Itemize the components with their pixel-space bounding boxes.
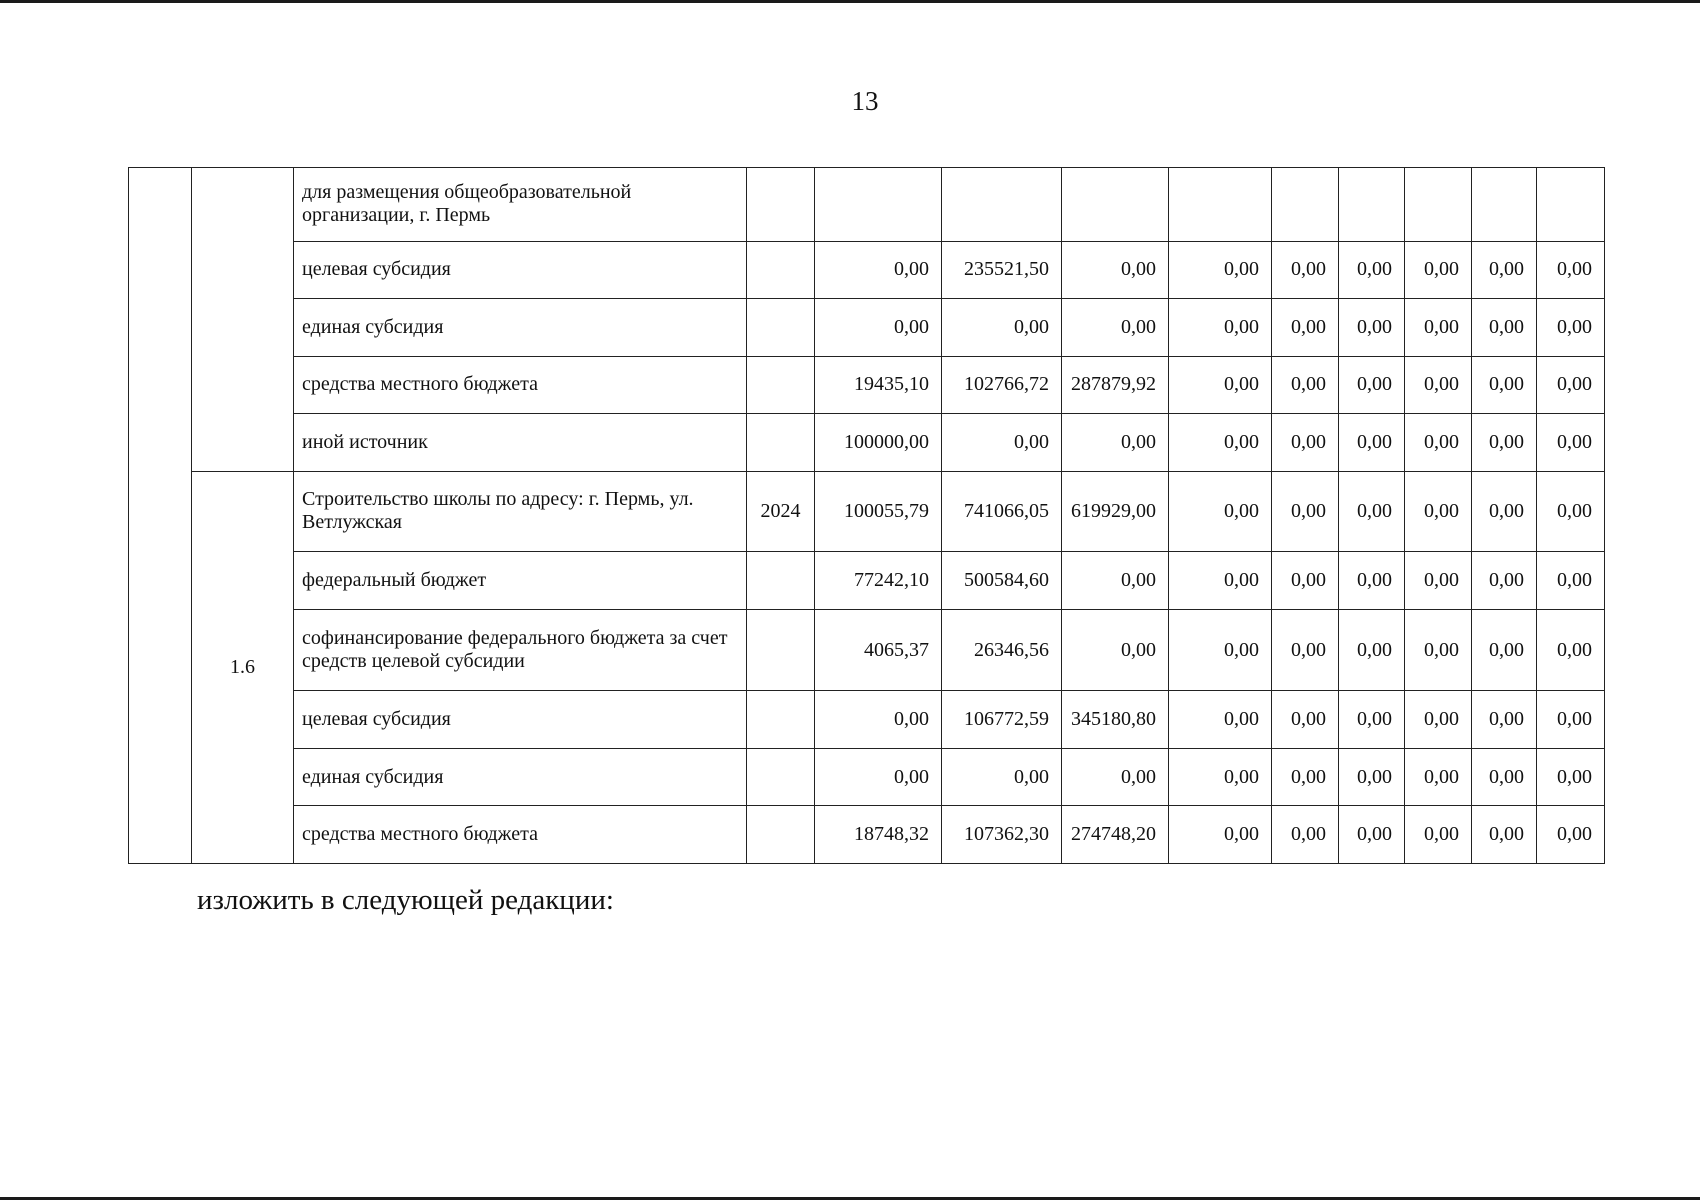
value-cell: 345180,80 — [1062, 691, 1169, 748]
value-cell: 0,00 — [1537, 414, 1605, 471]
value-cell: 274748,20 — [1062, 806, 1169, 864]
value-cell: 0,00 — [1405, 691, 1472, 748]
value-cell: 0,00 — [1169, 691, 1272, 748]
value-cell — [1339, 168, 1405, 242]
value-cell: 0,00 — [1062, 609, 1169, 691]
value-cell: 0,00 — [1405, 414, 1472, 471]
value-cell: 235521,50 — [942, 241, 1062, 298]
funding-source-cell: единая субсидия — [294, 748, 747, 805]
value-cell: 619929,00 — [1062, 471, 1169, 552]
value-cell: 0,00 — [1339, 609, 1405, 691]
funding-source-cell: софинансирование федерального бюджета за счет средств целевой субсидии — [294, 609, 747, 691]
year-cell — [747, 168, 815, 242]
funding-source-cell: средства местного бюджета — [294, 356, 747, 413]
value-cell: 0,00 — [1339, 299, 1405, 356]
value-cell: 0,00 — [1537, 356, 1605, 413]
value-cell: 0,00 — [815, 241, 942, 298]
value-cell: 0,00 — [1169, 748, 1272, 805]
value-cell: 0,00 — [942, 748, 1062, 805]
value-cell: 0,00 — [1472, 806, 1537, 864]
funding-source-cell: единая субсидия — [294, 299, 747, 356]
funding-source-cell: целевая субсидия — [294, 691, 747, 748]
value-cell: 100000,00 — [815, 414, 942, 471]
value-cell: 0,00 — [1272, 691, 1339, 748]
funding-source-cell: иной источник — [294, 414, 747, 471]
value-cell: 0,00 — [1169, 609, 1272, 691]
value-cell: 0,00 — [1339, 691, 1405, 748]
value-cell: 0,00 — [1339, 806, 1405, 864]
year-cell — [747, 241, 815, 298]
value-cell: 0,00 — [1405, 806, 1472, 864]
value-cell: 0,00 — [1472, 748, 1537, 805]
value-cell: 0,00 — [1339, 356, 1405, 413]
value-cell: 0,00 — [1272, 609, 1339, 691]
value-cell: 0,00 — [1169, 552, 1272, 609]
value-cell: 0,00 — [1537, 552, 1605, 609]
value-cell: 0,00 — [1062, 414, 1169, 471]
object-title-cell: Строительство школы по адресу: г. Пермь, ул. Ветлужская — [294, 471, 747, 552]
value-cell: 741066,05 — [942, 471, 1062, 552]
value-cell: 0,00 — [815, 299, 942, 356]
value-cell: 0,00 — [1272, 414, 1339, 471]
value-cell: 106772,59 — [942, 691, 1062, 748]
table-row — [129, 299, 1605, 356]
value-cell: 0,00 — [1272, 471, 1339, 552]
value-cell: 0,00 — [1537, 471, 1605, 552]
object-title-cell: для размещения общеобразовательной организации, г. Пермь — [294, 168, 747, 242]
value-cell: 0,00 — [1169, 471, 1272, 552]
year-cell — [747, 748, 815, 805]
value-cell: 0,00 — [815, 748, 942, 805]
value-cell — [1537, 168, 1605, 242]
value-cell: 0,00 — [1169, 414, 1272, 471]
value-cell: 18748,32 — [815, 806, 942, 864]
value-cell: 0,00 — [942, 414, 1062, 471]
value-cell: 0,00 — [1169, 299, 1272, 356]
year-cell — [747, 691, 815, 748]
value-cell: 77242,10 — [815, 552, 942, 609]
funding-source-cell: средства местного бюджета — [294, 806, 747, 864]
value-cell: 0,00 — [1339, 414, 1405, 471]
value-cell: 0,00 — [1339, 471, 1405, 552]
value-cell: 0,00 — [1272, 299, 1339, 356]
value-cell: 0,00 — [1537, 299, 1605, 356]
value-cell: 287879,92 — [1062, 356, 1169, 413]
year-cell — [747, 356, 815, 413]
table-row — [129, 691, 1605, 748]
value-cell — [942, 168, 1062, 242]
table-row — [129, 552, 1605, 609]
value-cell: 0,00 — [1537, 691, 1605, 748]
value-cell — [1405, 168, 1472, 242]
outer-column-cell — [129, 168, 192, 864]
value-cell: 0,00 — [1339, 241, 1405, 298]
value-cell: 0,00 — [1062, 552, 1169, 609]
table-row — [129, 241, 1605, 298]
value-cell — [1062, 168, 1169, 242]
table-row — [129, 748, 1605, 805]
value-cell: 0,00 — [1062, 241, 1169, 298]
value-cell: 0,00 — [1272, 552, 1339, 609]
value-cell: 0,00 — [1405, 356, 1472, 413]
value-cell: 0,00 — [1472, 691, 1537, 748]
value-cell: 0,00 — [1472, 356, 1537, 413]
value-cell: 0,00 — [1062, 299, 1169, 356]
value-cell: 100055,79 — [815, 471, 942, 552]
value-cell: 0,00 — [1272, 806, 1339, 864]
value-cell: 0,00 — [1472, 552, 1537, 609]
value-cell: 0,00 — [1405, 471, 1472, 552]
value-cell: 0,00 — [815, 691, 942, 748]
value-cell: 0,00 — [1062, 748, 1169, 805]
value-cell — [1169, 168, 1272, 242]
value-cell: 0,00 — [1472, 299, 1537, 356]
value-cell: 0,00 — [1537, 748, 1605, 805]
value-cell: 0,00 — [1405, 609, 1472, 691]
table-body — [129, 168, 1605, 864]
value-cell: 0,00 — [1169, 241, 1272, 298]
value-cell: 0,00 — [1272, 241, 1339, 298]
value-cell: 0,00 — [1169, 356, 1272, 413]
value-cell: 0,00 — [1272, 356, 1339, 413]
page-number: 13 — [851, 86, 879, 116]
table-row — [129, 806, 1605, 864]
value-cell: 0,00 — [1537, 806, 1605, 864]
value-cell: 0,00 — [1169, 806, 1272, 864]
year-cell — [747, 552, 815, 609]
value-cell: 0,00 — [1405, 552, 1472, 609]
table-row — [129, 609, 1605, 691]
value-cell — [1472, 168, 1537, 242]
year-cell — [747, 299, 815, 356]
value-cell: 0,00 — [1405, 748, 1472, 805]
value-cell: 0,00 — [1537, 609, 1605, 691]
closing-text: изложить в следующей редакции: — [197, 884, 614, 916]
funding-source-cell: федеральный бюджет — [294, 552, 747, 609]
value-cell — [815, 168, 942, 242]
value-cell: 500584,60 — [942, 552, 1062, 609]
budget-table — [128, 167, 1605, 864]
value-cell: 0,00 — [1405, 241, 1472, 298]
scan-edge-top — [0, 0, 1700, 3]
year-cell — [747, 609, 815, 691]
value-cell: 0,00 — [1272, 748, 1339, 805]
value-cell: 107362,30 — [942, 806, 1062, 864]
table-row — [129, 414, 1605, 471]
value-cell: 0,00 — [1472, 471, 1537, 552]
item-number-cell: 1.6 — [192, 471, 294, 863]
table-row — [129, 168, 1605, 242]
value-cell: 0,00 — [1339, 748, 1405, 805]
item-number-cell — [192, 168, 294, 472]
year-cell — [747, 414, 815, 471]
value-cell: 0,00 — [1405, 299, 1472, 356]
value-cell — [1272, 168, 1339, 242]
value-cell: 26346,56 — [942, 609, 1062, 691]
table-row — [129, 471, 1605, 552]
value-cell: 0,00 — [1472, 414, 1537, 471]
value-cell: 0,00 — [1537, 241, 1605, 298]
value-cell: 4065,37 — [815, 609, 942, 691]
value-cell: 0,00 — [942, 299, 1062, 356]
table-row — [129, 356, 1605, 413]
value-cell: 0,00 — [1472, 241, 1537, 298]
year-cell — [747, 806, 815, 864]
value-cell: 19435,10 — [815, 356, 942, 413]
funding-source-cell: целевая субсидия — [294, 241, 747, 298]
value-cell: 0,00 — [1472, 609, 1537, 691]
year-cell: 2024 — [747, 471, 815, 552]
value-cell: 102766,72 — [942, 356, 1062, 413]
value-cell: 0,00 — [1339, 552, 1405, 609]
